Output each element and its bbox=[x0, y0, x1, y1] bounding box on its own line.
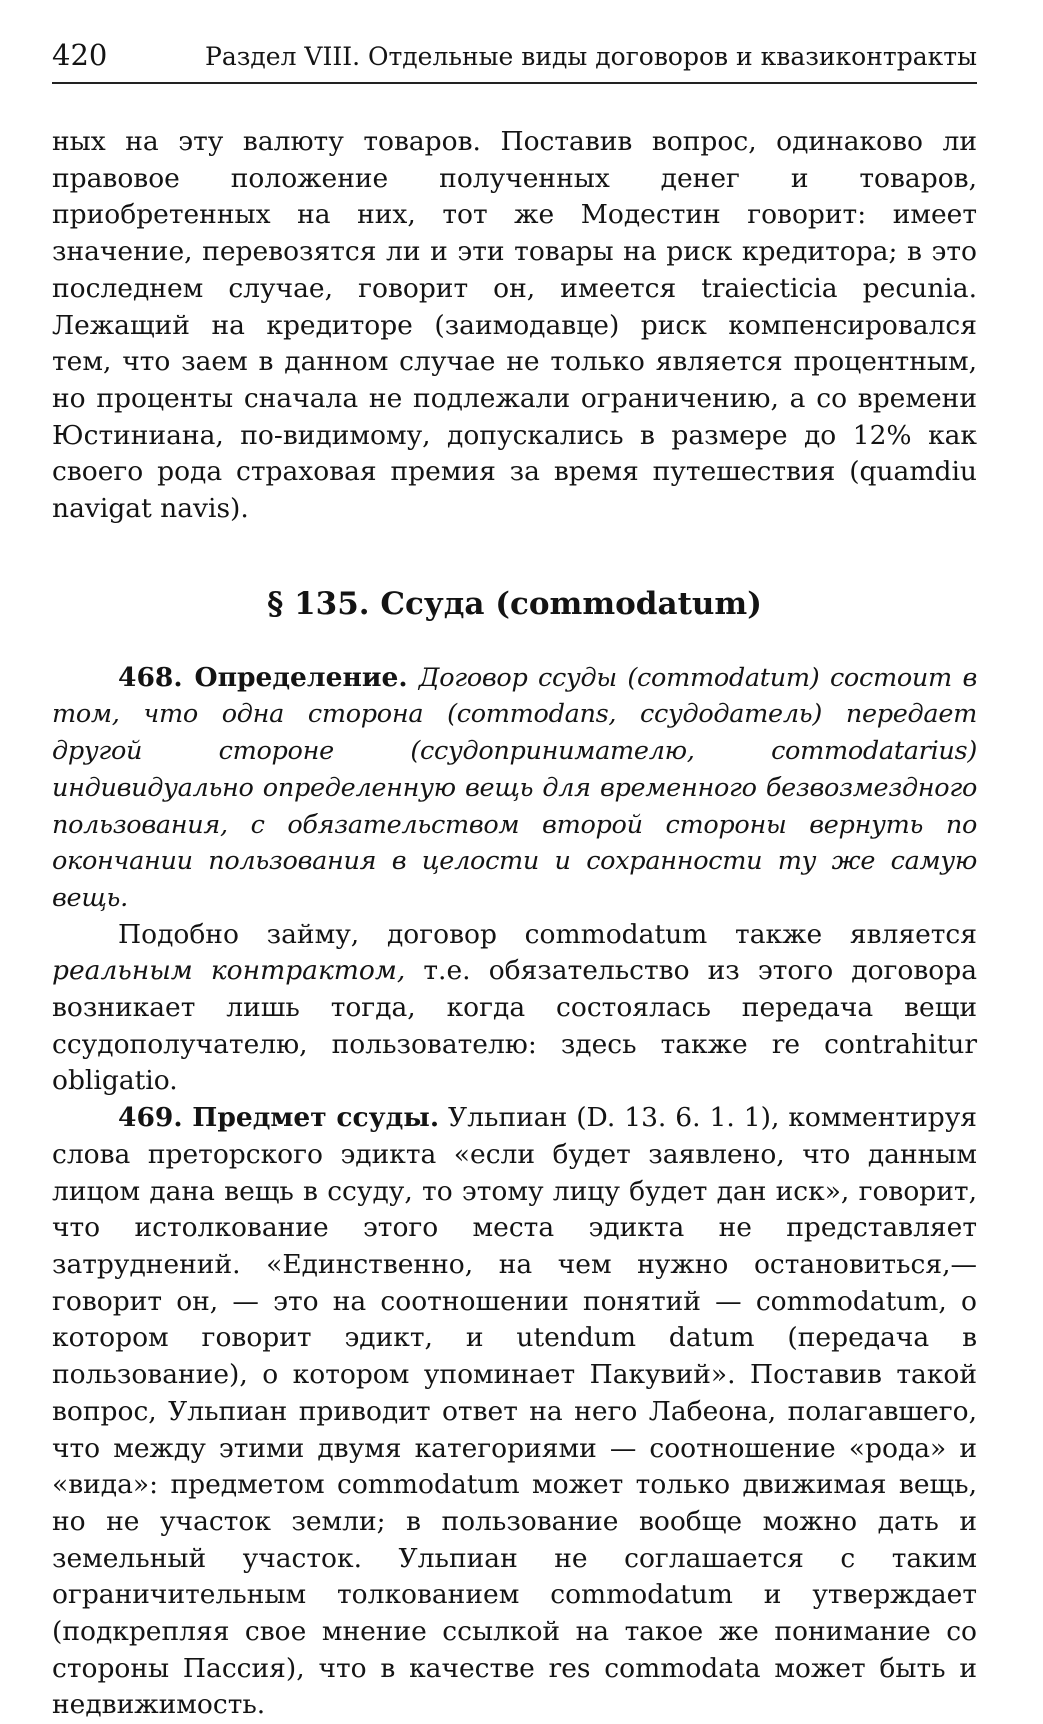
paragraph-469-label: 469. Предмет ссуды. bbox=[118, 1102, 440, 1134]
paragraph-469 bbox=[52, 1100, 977, 1724]
page-header bbox=[52, 38, 977, 84]
running-head: Раздел VIII. Отдельные виды договоров и квазиконтракты bbox=[205, 42, 977, 71]
paragraph-468 bbox=[52, 660, 977, 917]
paragraph-continuation: ных на эту валюту товаров. Поставив вопрос, одинаково ли правовое положение полученных денег и товаров, приобретенных на них, тот же Модестин говорит: имеет значение, перевозятся ли и эти товары на риск кредитора; в это последнем случае, говорит он, имеется traiecticia pecunia. Лежащий на кредиторе (заимодавце) риск компенсировался тем, что заем в данном случае не только является процентным, но проценты сначала не подлежали ограничению, а со времени Юстиниана, по-видимому, допускались в размере до 12% как своего рода страховая премия за время путешествия (quamdiu navigat navis). bbox=[52, 126, 977, 525]
page-number: 420 bbox=[52, 38, 108, 72]
section-heading: § 135. Ссуда (commodatum) bbox=[267, 585, 762, 622]
real-contract-italic: реальным контрактом, bbox=[52, 955, 406, 987]
paragraph-real-contract bbox=[52, 917, 977, 1101]
paragraph-469-text: Ульпиан (D. 13. 6. 1. 1), комментируя слова преторского эдикта «если будет заявлено, что данным лицом дана вещь в ссуду, то этому лицу будет дан иск», говорит, что истолкование этого места эдикта не представляет затруднений. «Единственно, на чем нужно остановиться,— говорит он, — это на соотношении понятий — commodatum, о котором говорит эдикт, и utendum datum (передача в пользование), о котором упоминает Пакувий». Поставив такой вопрос, Ульпиан приводит ответ на него Лабеона, полагавшего, что между этими двумя категориями — соотношение «рода» и «вида»: предметом commodatum может только движимая вещь, но не участок земли; в пользование вообще можно дать и земельный участок. Ульпиан не соглашается с таким ограничительным толкованием commodatum и утверждает (подкрепляя свое мнение ссылкой на такое же понимание со стороны Пассия), что в качестве res commodata может быть и недвижимость. bbox=[52, 1102, 977, 1721]
paragraph-468-label: 468. Определение. bbox=[118, 661, 408, 693]
real-contract-text-before: Подобно займу, договор commodatum также является bbox=[118, 918, 977, 950]
paragraph-468-definition: Договор ссуды (commodatum) состоит в том, что одна сторона (commodans, ссудодатель) передает другой стороне (ссудопринимателю, commodatarius) индивидуально определенную вещь для временного безвозмездного пользования, с обязательством второй стороны вернуть по окончании пользования в целости и сохранности ту же самую вещь. bbox=[52, 662, 977, 913]
real-contract-text-after: т.е. обязательство из этого договора возникает лишь тогда, когда состоялась передача вещи ссудополучателю, пользователю: здесь также re contrahitur obligatio. bbox=[52, 955, 978, 1097]
